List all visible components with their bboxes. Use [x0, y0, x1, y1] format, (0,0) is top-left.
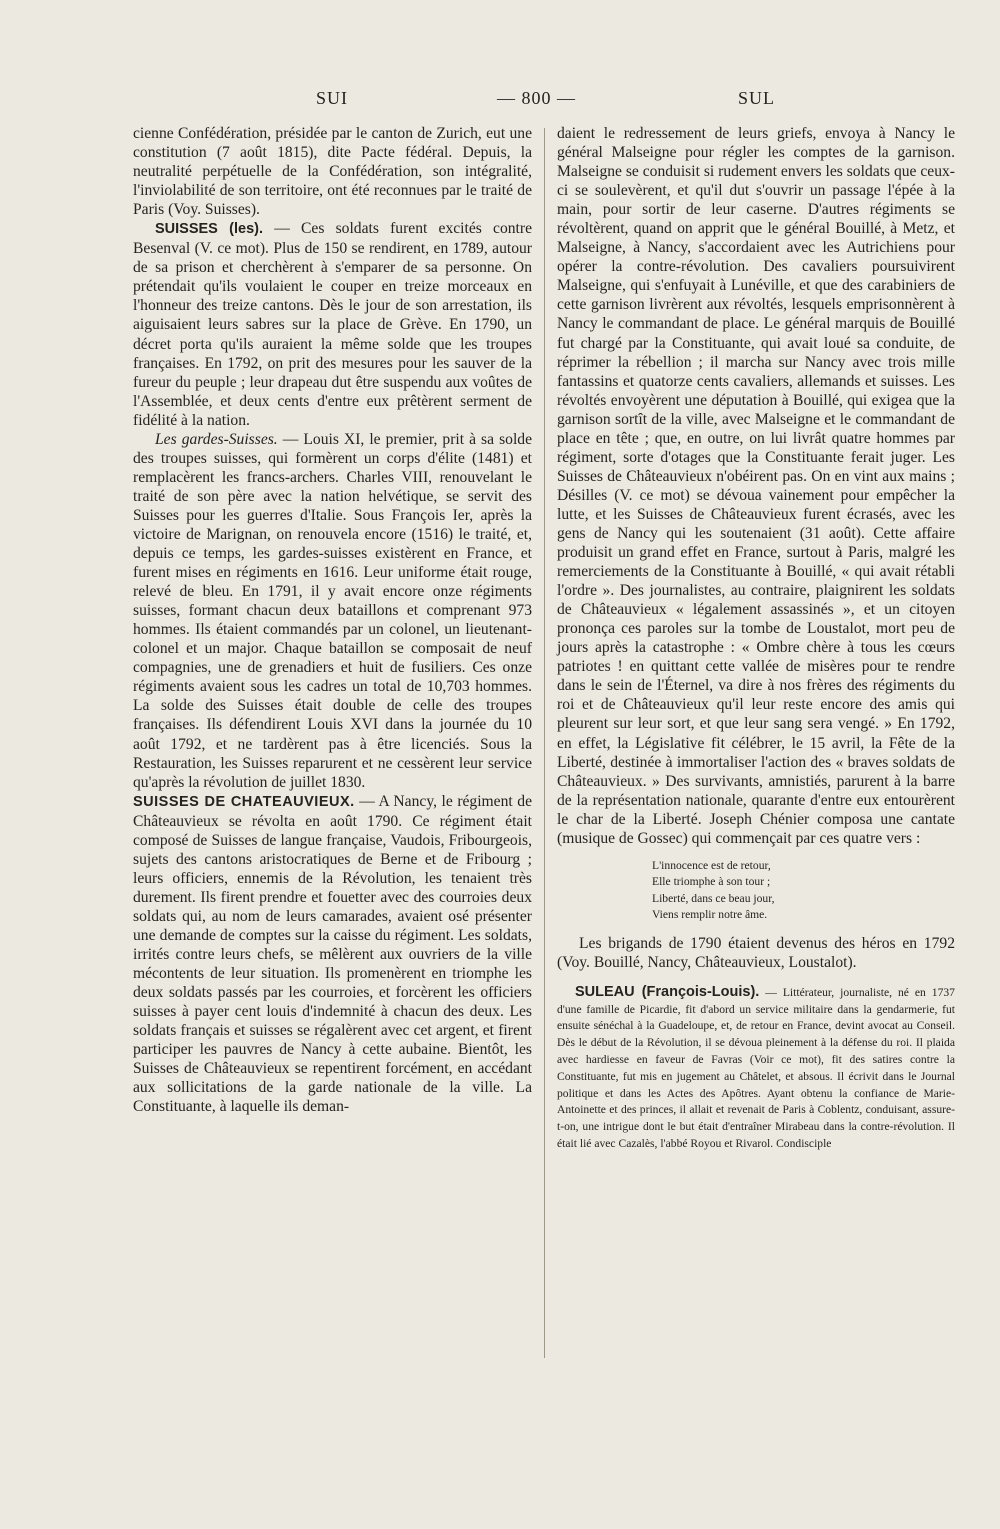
cantata-verse	[652, 858, 955, 924]
entry-text: — Louis XI, le premier, prit à sa solde des troupes suisses, qui formèrent un corps d'élite (1481) et remplacèrent les francs-archers. Charles VIII, renouvelant le traité de son père avec la nation helvétique, se servit des Suisses pour les guerres d'Italie. Sous François Ier, après la victoire de Marignan, on renouvela encore (1516) le traité, et, depuis ce temps, les gardes-suisses existèrent en France, et furent mises en régiments en 1616. Leur uniforme était rouge, relevé de bleu. En 1791, il y avait encore onze régiments suisses, formant chacun deux bataillons et comprenant 973 hommes. Ils étaient commandés par un colonel, un lieutenant-colonel et un major. Chaque bataillon se composait de neuf compagnies, une de grenadiers et huit de fusiliers. Ces onze régiments avaient sous les cadres un total de 10,703 hommes. La solde des Suisses était double de celle des troupes françaises. Ils défendirent Louis XVI dans la journée du 10 août 1792, et ne tardèrent pas à être licenciés. Sous la Restauration, les Suisses reparurent et ne cessèrent leur service qu'après la révolution de juillet 1830.	[133, 430, 532, 791]
header-right-word: SUL	[738, 88, 776, 108]
entry-suleau	[557, 984, 955, 1153]
entry-heading: SUISSES DE CHATEAUVIEUX.	[133, 793, 355, 810]
left-column	[133, 124, 532, 1116]
entry-suisses	[133, 219, 532, 430]
paragraph-brigands: Les brigands de 1790 étaient devenus des héros en 1792 (Voy. Bouillé, Nancy, Châteauvieux, Loustalot).	[557, 934, 955, 971]
right-column	[557, 124, 955, 1153]
entry-text: — Littérateur, journaliste, né en 1737 d'une famille de Picardie, fit d'abord un service militaire dans la gendarmerie, fut ensuite sénéchal à la Guadeloupe, et, de retour en France, devint avocat au Conseil. Dès le début de la Révolution, il se dévoua pleinement à la défense du roi. Il plaida avec hardiesse en faveur de Favras (Voir ce mot), fit des satires contre la Constituante, fut mis en jugement au Châtelet, et absous. Il écrivit dans le Journal politique et dans les Actes des Apôtres. Ayant obtenu la confiance de Marie-Antoinette et des princes, il allait et revenait de Paris à Coblentz, conduisant, assure-t-on, une intrigue dont le but était d'entraîner Mirabeau dans la contre-révolution. Il était lié avec Cazalès, l'abbé Royou et Rivarol. Condisciple	[557, 985, 955, 1151]
column-divider	[544, 128, 545, 1358]
verse-line: L'innocence est de retour,	[652, 858, 771, 872]
running-header	[0, 88, 1000, 114]
entry-heading: SULEAU (François-Louis).	[575, 983, 760, 1000]
verse-line: Elle triomphe à son tour ;	[652, 875, 771, 889]
entry-text: — Ces soldats furent excités contre Besenval (V. ce mot). Plus de 150 se rendirent, en 1789, autour de sa prison et cherchèrent à s'emparer de sa personne. On prétendait qu'ils voulaient le couper en treize morceaux en l'honneur des treize cantons. Dès le jour de son arrestation, ils aiguisaient leurs sabres sur la place de Grève. En 1790, un décret porta qu'ils auraient la même solde que les troupes françaises. En 1792, on prit des mesures pour les sauver de la fureur du peuple ; leur drapeau dut être suspendu aux voûtes de l'Assemblée, et deux cents d'entre eux prêtèrent serment de fidélité à la nation.	[133, 220, 532, 429]
entry-chateauvieux	[133, 792, 532, 1117]
entry-text: — A Nancy, le régiment de Châteauvieux se révolta en août 1790. Ce régiment était composé de Suisses de langue française, Vaudois, Fribourgeois, sujets des cantons aristocratiques de Berne et de Fribourg ; leurs officiers, ennemis de la Révolution, les tenaient très durement. Ils firent prendre et fouetter avec des courroies deux soldats qui, au nom de leurs camarades, avaient osé présenter une demande de comptes sur la caisse du régiment. Les soldats, irrités contre leurs chefs, se mêlèrent aux ouvriers de la ville mécontents de leur situation. Ils promenèrent en triomphe les deux soldats passés par les courroies, et forcèrent les officiers suisses à payer cent louis d'indemnité à chacun des deux. Les soldats français et suisses se régalèrent avec cet argent, et firent participer les pauvres de Nancy à cette aubaine. Bientôt, les Suisses de Châteauvieux se repentirent forcément, en accédant aux sollicitations de la garde nationale de la ville. La Constituante, à laquelle ils deman-	[133, 792, 532, 1116]
entry-heading: Les gardes-Suisses.	[155, 430, 278, 448]
verse-line: Viens remplir notre âme.	[652, 908, 768, 922]
entry-gardes-suisses	[133, 430, 532, 792]
paragraph-confederation: cienne Confédération, présidée par le canton de Zurich, eut une constitution (7 août 1815), dite Pacte fédéral. Depuis, la neutralité perpétuelle de la Confédération, son intégralité, l'inviolabilité de son territoire, ont été reconnues par le traité de Paris (Voy. Suisses).	[133, 125, 532, 219]
page-number: — 800 —	[497, 88, 576, 108]
paragraph-nancy-affair: daient le redressement de leurs griefs, envoya à Nancy le général Malseigne pour régler les comptes de la garnison. Malseigne se conduisit si rudement envers les soldats que ceux-ci se soulevèrent, et qu'il dut s'ouvrir un passage l'épée à la main, pour sortir de leur caserne. D'autres régiments se révoltèrent, quand on apprit que le général Bouillé, à Metz, et Malseigne, à Nancy, s'accordaient avec les Autrichiens pour opérer la contre-révolution. Des cavaliers poursuivirent Malseigne, qui s'enfuyait à Lunéville, et que des carabiniers de cette garnison livrèrent aux révoltés, lesquels emprisonnèrent à Nancy le commandant de place. Le général marquis de Bouillé fut chargé par la Constituante, qui avait loué sa conduite, de réprimer la rébellion ; il marcha sur Nancy avec trois mille fantassins et quatorze cents cavaliers, allemands et suisses. Les révoltés envoyèrent une députation à Bouillé, qui exigea que la garnison sortît de la ville, avec Malseigne et le commandant de place en tête ; que, en outre, on lui livrât quatre hommes par régiment, sorte d'otages que la Constituante ferait juger. Les Suisses de Châteauvieux n'obéirent pas. On en vint aux mains ; Désilles (V. ce mot) se dévoua vainement pour empêcher la lutte, et les Suisses de Châteauvieux furent écrasés, avec les gens de Nancy qui les soutenaient (31 août). Cette affaire produisit un grand effet en France, surtout à Paris, malgré les remerciements de la Constituante à Bouillé, « qui avait rétabli l'ordre ». Des journalistes, au contraire, plaignirent les soldats de Châteauvieux « légalement assassinés », et un citoyen prononça ces paroles sur la tombe de Loustalot, mort peu de jours après la catastrophe : « Ombre chère à tous les cœurs patriotes ! en quittant cette vallée de misères pour te rendre dans le sein de l'Éternel, va dire à nos frères des régiments du roi et de Châteauvieux qu'il leur reste encore des amis qui pleurent sur leur sort, et que leur sang sera vengé. » En 1792, en effet, la Législative fit célébrer, le 15 avril, la Fête de la Liberté, destinée à immortaliser l'action des « braves soldats de Châteauvieux. » Des survivants, amnistiés, parurent à la barre de la représentation nationale, quarante d'entre eux entourèrent le char de la Liberté. Joseph Chénier composa une cantate (musique de Gossec) qui commençait par ces quatre vers :	[557, 125, 955, 847]
header-left-word: SUI	[316, 88, 349, 108]
verse-line: Liberté, dans ce beau jour,	[652, 891, 775, 905]
entry-heading: SUISSES (les).	[155, 221, 264, 238]
